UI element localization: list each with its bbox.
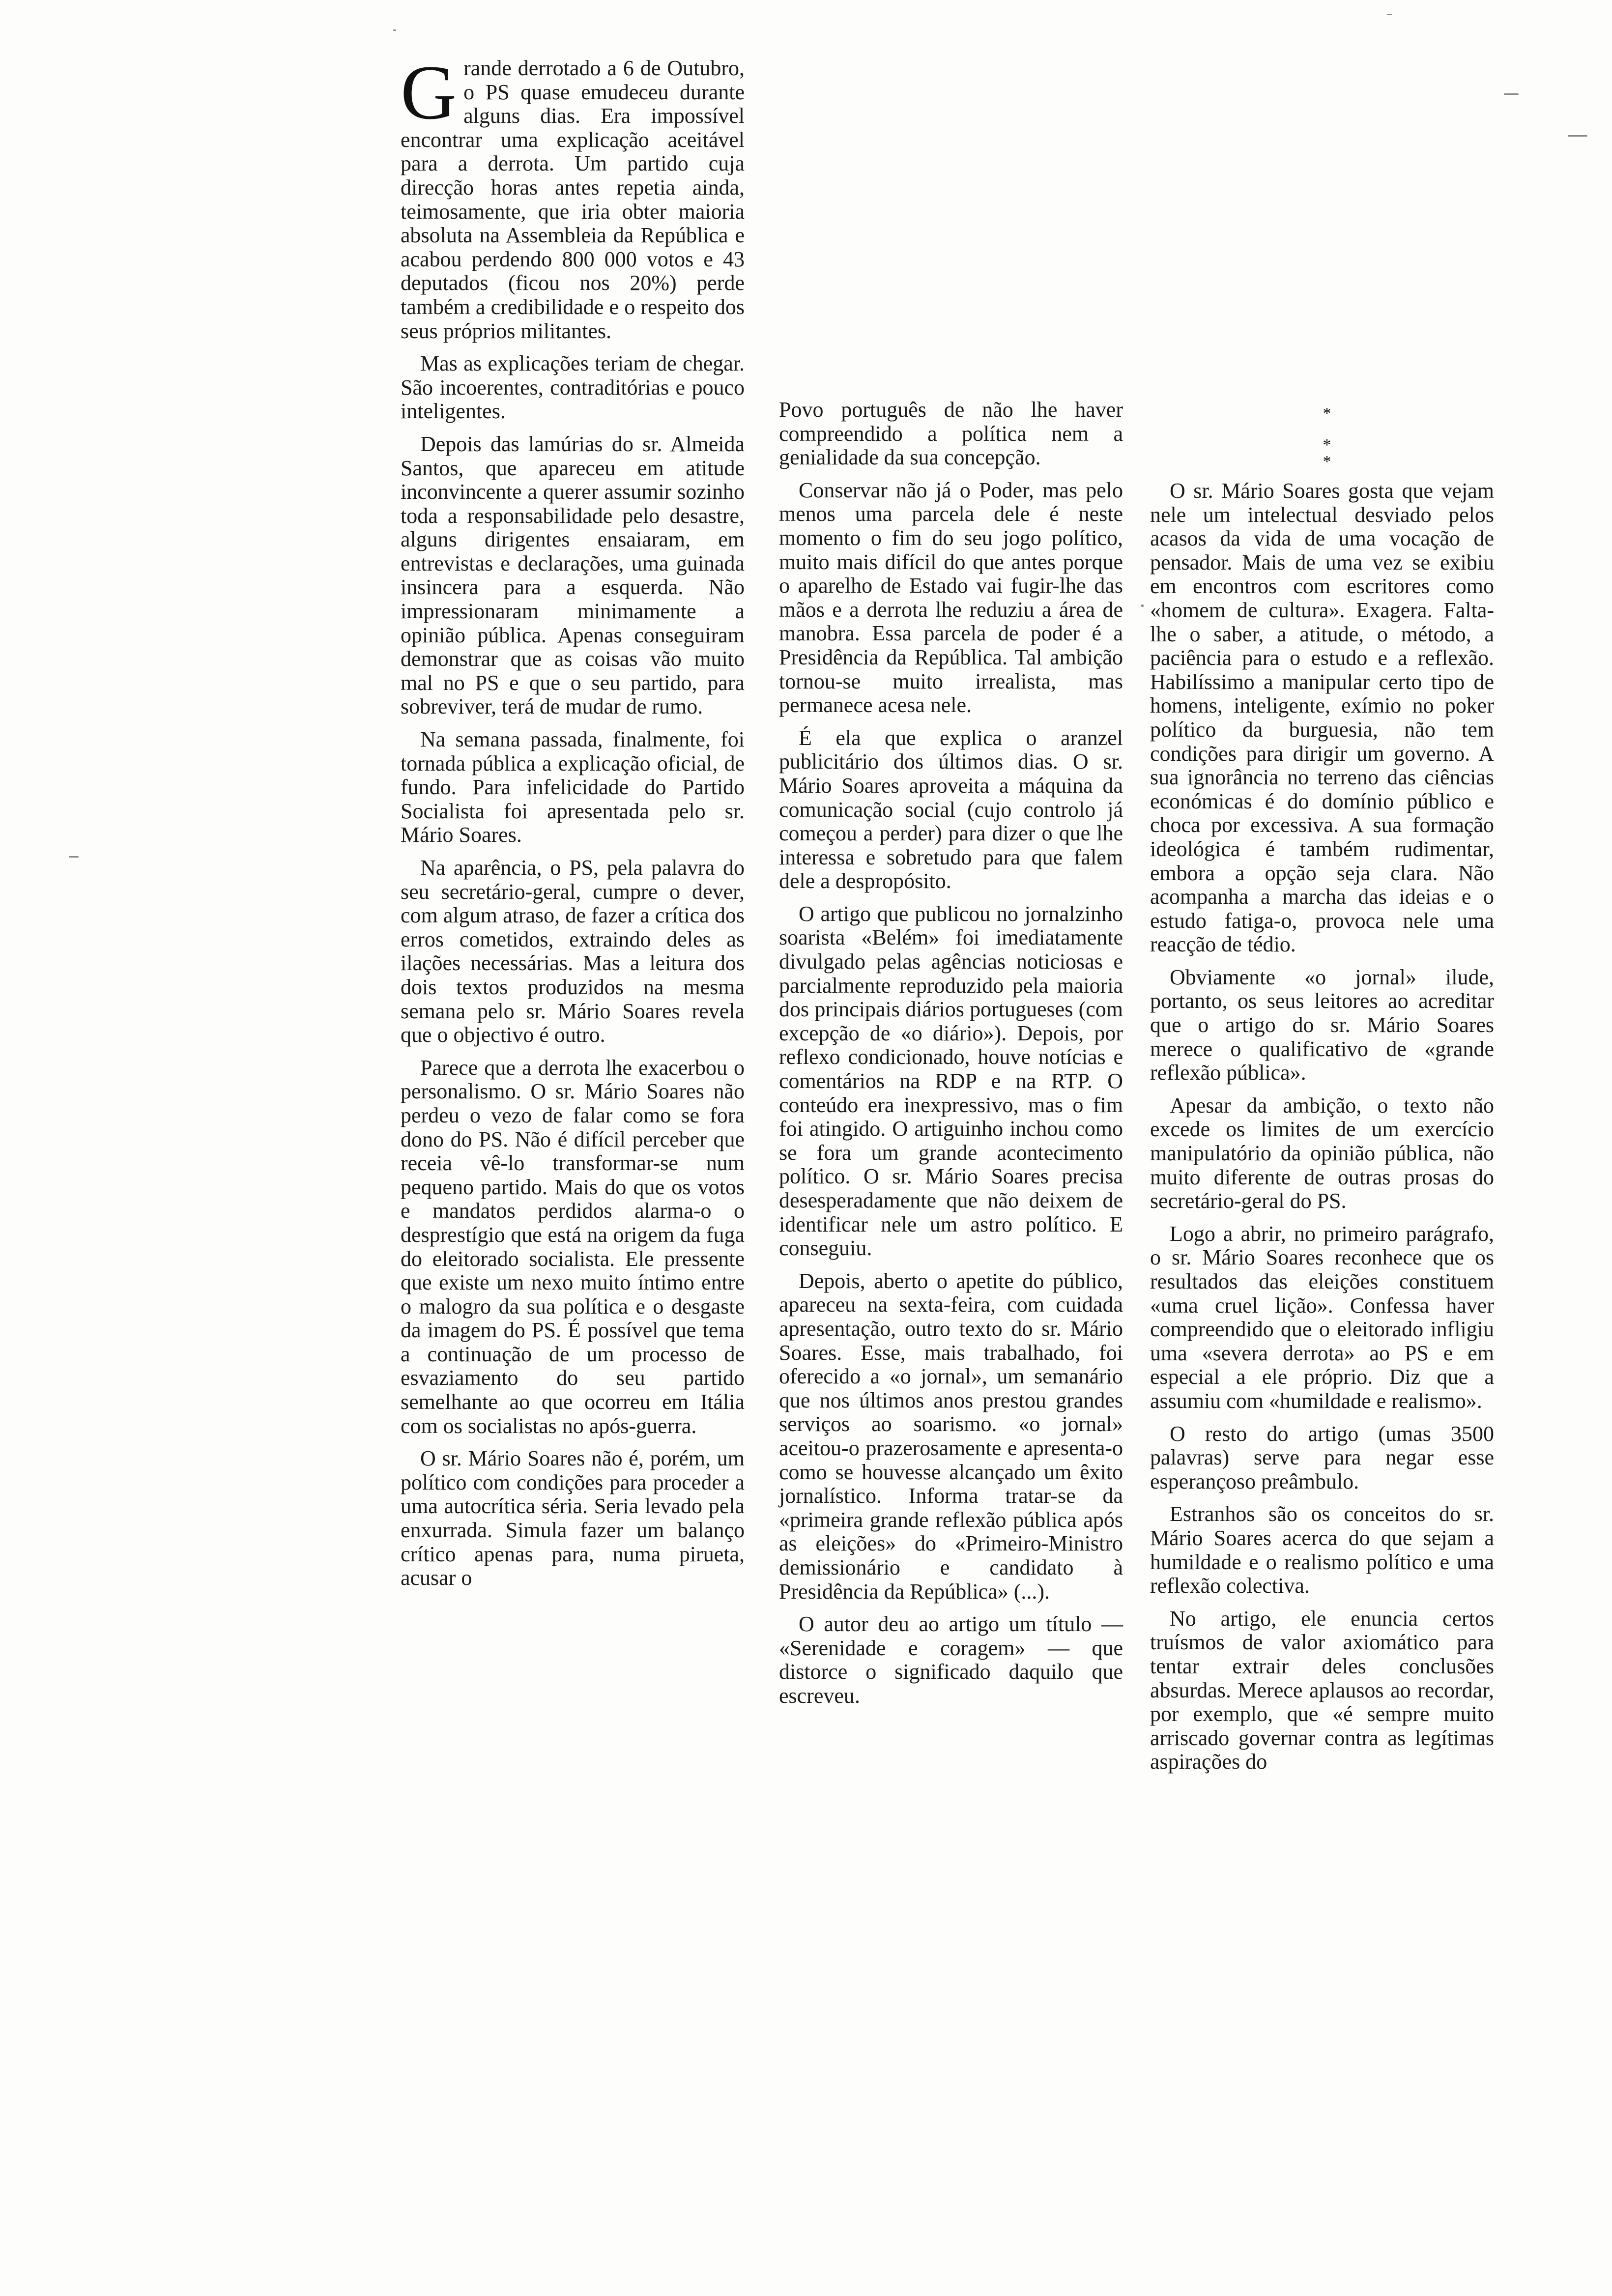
- article-paragraph: O artigo que publicou no jornalzinho soarista «Belém» foi imediatamente divulgado pelas agências noticiosas e parcialmente reproduzido pela maioria dos principais diários portugueses (com excepção de «o diário»). Depois, por reflexo condicionado, houve notícias e comentários na RDP e na RTP. O conteúdo era inexpressivo, mas o fim foi atingido. O artiguinho inchou como se fora um grande acontecimento político. O sr. Mário Soares precisa desesperadamente que não deixem de identificar nele um astro político. E conseguiu.: [779, 901, 1123, 1261]
- section-asterism: [1297, 404, 1356, 471]
- scan-speck: [393, 29, 396, 31]
- article-paragraph: Estranhos são os conceitos do sr. Mário Soares acerca do que sejam a humildade e o realismo político e uma reflexão colectiva.: [1150, 1502, 1494, 1598]
- paragraph-text: rande derrotado a 6 de Outubro, o PS quase emudeceu durante alguns dias. Era impossível encontrar uma explicação aceitável para a derrota. Um partido cuja direcção horas antes repetia ainda, teimosamente, que iria obter maioria absoluta na Assembleia da República e acabou perdendo 800 000 votos e 43 deputados (ficou nos 20%) perde também a credibilidade e o respeito dos seus próprios militantes.: [401, 56, 745, 343]
- article-paragraph: Conservar não já o Poder, mas pelo menos uma parcela dele é neste momento o fim do seu jogo político, muito mais difícil do que antes porque o aparelho de Estado vai fugir-lhe das mãos e a derrota lhe reduziu a área de manobra. Essa parcela de poder é a Presidência da República. Tal ambição tornou-se muito irrealista, mas permanece acesa nele.: [779, 478, 1123, 718]
- article-paragraph: Depois das lamúrias do sr. Almeida Santos, que apareceu em atitude inconvincente a querer assumir sozinho toda a responsabilidade pelo desastre, alguns dirigentes ensaiaram, em entrevistas e declarações, uma guinada insincera para a esquerda. Não impressionaram minimamente a opinião pública. Apenas conseguiram demonstrar que as coisas vão muito mal no PS e que o seu partido, para sobreviver, terá de mudar de rumo.: [401, 431, 745, 719]
- article-paragraph: O sr. Mário Soares gosta que vejam nele um intelectual desviado pelos acasos da vida de uma vocação de pensador. Mais de uma vez se exibiu em encontros com escritores como «homem de cultura». Exagera. Falta-lhe o saber, a atitude, o método, a paciência para o estudo e a reflexão. Habilíssimo a manipular certo tipo de homens, inteligente, exímio no poker político da burguesia, não tem condições para dirigir um governo. A sua ignorância no terreno das ciências económicas é do domínio público e choca por excessiva. A sua formação ideológica é também rudimentar, embora a opção seja clara. Não acompanha a marcha das ideias e o estudo fatiga-o, provoca nele uma reacção de tédio.: [1150, 479, 1494, 957]
- scan-speck: [69, 856, 79, 858]
- article-column-3: [1150, 479, 1494, 1783]
- asterism-bottom: * *: [1323, 436, 1349, 471]
- article-paragraph: Obviamente «o jornal» ilude, portanto, os seus leitores ao acreditar que o artigo do sr. Mário Soares merece o qualificativo de «grande reflexão pública».: [1150, 965, 1494, 1085]
- article-paragraph: Na aparência, o PS, pela palavra do seu secretário-geral, cumpre o dever, com algum atraso, de fazer a crítica dos erros cometidos, extraindo deles as ilações necessárias. Mas a leitura dos dois textos produzidos na mesma semana pelo sr. Mário Soares revela que o objectivo é outro.: [401, 856, 745, 1047]
- scan-speck: [1568, 135, 1587, 137]
- scan-speck: [1141, 604, 1144, 607]
- article-column-2: [779, 398, 1123, 1717]
- asterism-top: *: [1323, 404, 1331, 423]
- article-paragraph: Parece que a derrota lhe exacerbou o personalismo. O sr. Mário Soares não perdeu o vezo de falar como se fora dono do PS. Não é difícil perceber que receia vê-lo transformar-se num pequeno partido. Mais do que os votos e mandatos perdidos alarma-o o desprestígio que está na origem da fuga do eleitorado socialista. Ele pressente que existe um nexo muito íntimo entre o malogro da sua política e o desgaste da imagem do PS. É possível que tema a continuação de um processo de esvaziamento do seu partido semelhante ao que ocorreu em Itália com os socialistas no após-guerra.: [401, 1055, 745, 1438]
- article-paragraph: Povo português de não lhe haver compreendido a política nem a genialidade da sua concepção.: [779, 398, 1123, 470]
- article-paragraph: O autor deu ao artigo um título — «Serenidade e coragem» — que distorce o significado daquilo que escreveu.: [779, 1612, 1123, 1708]
- article-paragraph: O resto do artigo (umas 3500 palavras) serve para negar esse esperançoso preâmbulo.: [1150, 1421, 1494, 1493]
- article-paragraph: Depois, aberto o apetite do público, apareceu na sexta-feira, com cuidada apresentação, outro texto do sr. Mário Soares. Esse, mais trabalhado, foi oferecido a «o jornal», um semanário que nos últimos anos prestou grandes serviços ao soarismo. «o jornal» aceitou-o prazerosamente e apresenta-o como se houvesse alcançado um êxito jornalístico. Informa tratar-se da «primeira grande reflexão pública após as eleições» do «Primeiro-Ministro demissionário e candidato à Presidência da República» (...).: [779, 1268, 1123, 1604]
- article-paragraph: No artigo, ele enuncia certos truísmos de valor axiomático para tentar extrair deles conclusões absurdas. Merece aplausos ao recordar, por exemplo, que «é sempre muito arriscado governar contra as legítimas aspirações do: [1150, 1606, 1494, 1774]
- article-column-1: [401, 50, 745, 1599]
- scan-speck: [1504, 93, 1519, 95]
- article-paragraph: Logo a abrir, no primeiro parágrafo, o sr. Mário Soares reconhece que os resultados das eleições constituem «uma cruel lição». Confessa haver compreendido que o eleitorado infligiu uma «severa derrota» ao PS e em especial a ele próprio. Diz que a assumiu com «humildade e realismo».: [1150, 1221, 1494, 1413]
- article-paragraph: O sr. Mário Soares não é, porém, um político com condições para proceder a uma autocrítica séria. Seria levado pela enxurrada. Simula fazer um balanço crítico apenas para, numa pirueta, acusar o: [401, 1446, 745, 1590]
- scan-speck: [1387, 14, 1392, 15]
- drop-cap: G: [401, 50, 457, 136]
- article-paragraph: Mas as explicações teriam de chegar. São incoerentes, contraditórias e pouco inteligentes.: [401, 351, 745, 424]
- article-paragraph: [401, 50, 745, 343]
- article-paragraph: É ela que explica o aranzel publicitário dos últimos dias. O sr. Mário Soares aproveita a máquina da comunicação social (cujo controlo já começou a perder) para dizer o que lhe interessa e sobretudo para que falem dele a despropósito.: [779, 725, 1123, 893]
- article-paragraph: Na semana passada, finalmente, foi tornada pública a explicação oficial, de fundo. Para infelicidade do Partido Socialista foi apresentada pelo sr. Mário Soares.: [401, 727, 745, 847]
- article-paragraph: Apesar da ambição, o texto não excede os limites de um exercício manipulatório da opinião pública, não muito diferente de outras prosas do secretário-geral do PS.: [1150, 1093, 1494, 1213]
